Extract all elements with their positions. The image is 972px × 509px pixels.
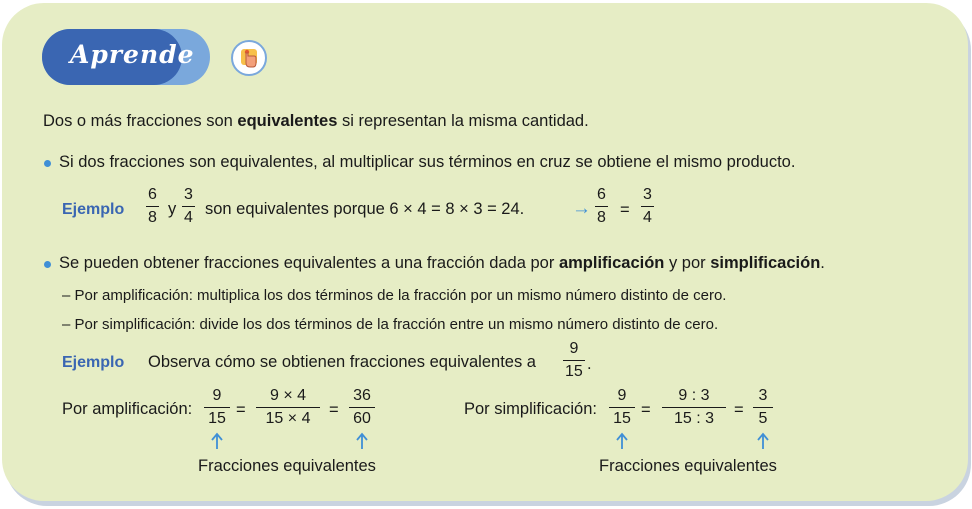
simp-caption: Fracciones equivalentes: [599, 457, 777, 475]
equals-sign: =: [620, 201, 630, 219]
simp-fraction-2: 9 : 3 15 : 3: [662, 388, 726, 427]
hand-pointer-icon[interactable]: [231, 40, 267, 76]
bullet-dot: [44, 160, 51, 167]
example-label: Ejemplo: [62, 354, 125, 371]
section-title: Aprende: [70, 40, 195, 69]
intro-bold: equivalentes: [237, 112, 338, 130]
right-arrow-icon: →: [572, 198, 591, 219]
intro-after: si representan la misma cantidad.: [337, 112, 589, 130]
amplificacion-label: Por amplificación:: [62, 400, 193, 418]
up-arrow-icon: [756, 432, 770, 450]
up-arrow-icon: [210, 432, 224, 450]
up-arrow-icon: [615, 432, 629, 450]
amp-fraction-1: 9 15: [204, 388, 230, 427]
equals-sign: =: [236, 401, 246, 419]
up-arrow-icon: [355, 432, 369, 450]
result-fraction-3-4: 3 4: [643, 186, 652, 226]
intro-before: Dos o más fracciones son: [43, 112, 238, 130]
example-text: Observa cómo se obtienen fracciones equivalentes a: [148, 353, 536, 371]
bullet-dot: [44, 261, 51, 268]
result-fraction-6-8: 6 8: [597, 186, 606, 226]
simp-fraction-1: 9 15: [609, 388, 635, 427]
bullet1-text: Si dos fracciones son equivalentes, al multiplicar sus términos en cruz se obtiene el mismo producto.: [59, 153, 796, 171]
sub-item-simplificacion: – Por simplificación: divide los dos términos de la fracción entre un mismo número distinto de cero.: [62, 316, 719, 333]
bullet2-text: Se pueden obtener fracciones equivalentes a una fracción dada por amplificación y por simplificación.: [59, 254, 825, 272]
fraction-6-8: 6 8: [148, 186, 157, 226]
connector: y: [168, 200, 177, 218]
amp-fraction-3: 36 60: [349, 388, 375, 427]
equals-sign: =: [329, 401, 339, 419]
amp-caption: Fracciones equivalentes: [198, 457, 376, 475]
equals-sign: =: [641, 401, 651, 419]
equals-sign: =: [734, 401, 744, 419]
fraction-3-4: 3 4: [184, 186, 193, 226]
simp-fraction-3: 3 5: [753, 388, 773, 427]
example-period: .: [587, 355, 592, 373]
example-label: Ejemplo: [62, 201, 125, 218]
amp-fraction-2: 9 × 4 15 × 4: [256, 388, 320, 427]
explain-text: son equivalentes porque 6 × 4 = 8 × 3 = 24.: [205, 200, 525, 218]
simplificacion-label: Por simplificación:: [464, 400, 597, 418]
fraction-9-15: 9 15: [565, 340, 583, 380]
sub-item-amplificacion: – Por amplificación: multiplica los dos términos de la fracción por un mismo número distinto de cero.: [62, 287, 727, 304]
intro-text: [43, 112, 589, 131]
